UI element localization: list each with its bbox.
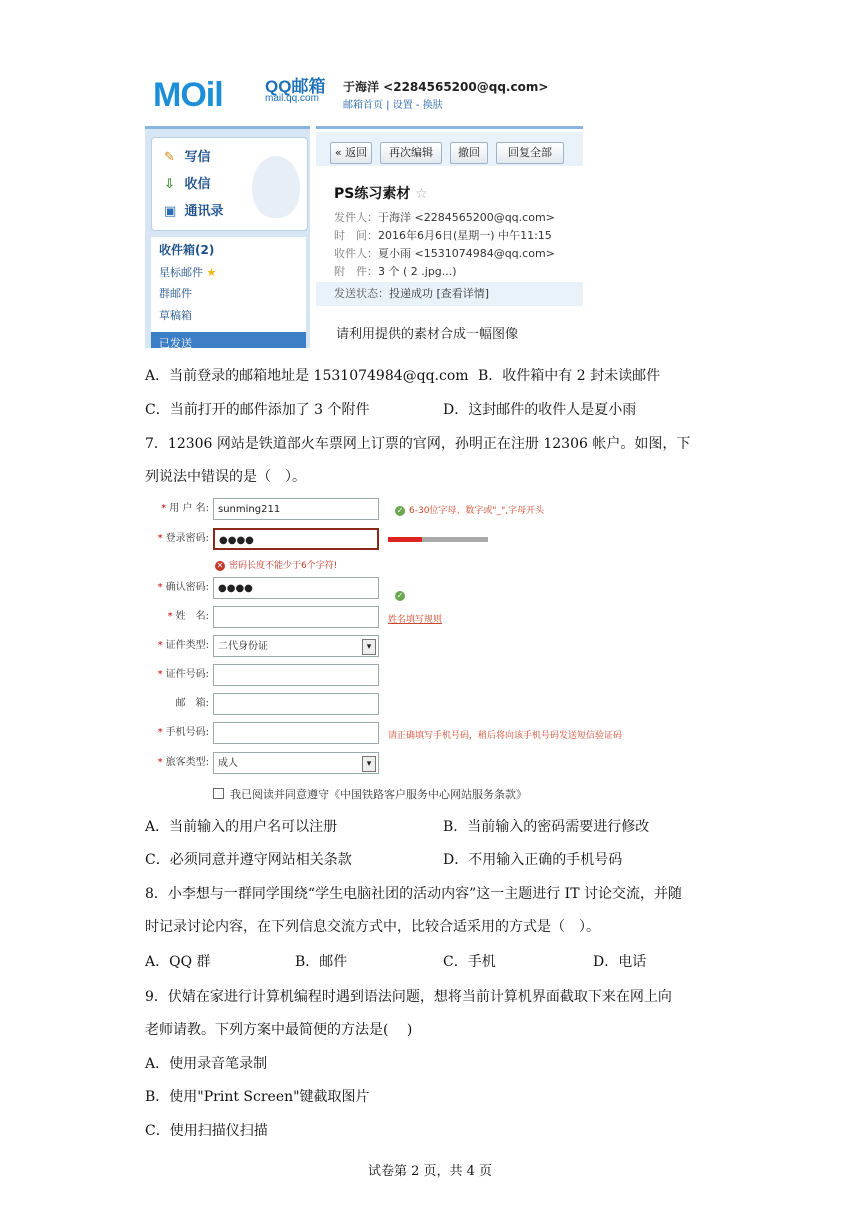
q7-option-b: B．当前输入的密码需要进行修改: [443, 819, 650, 835]
mail-reader: [316, 126, 583, 348]
qq-mail-logo: [153, 76, 223, 114]
q8-stem-line1: 8．小李想与一群同学围绕“学生电脑社团的活动内容”这一主题进行 IT 讨论交流，并随: [145, 886, 682, 902]
status-value[interactable]: 投递成功 [查看详情]: [389, 287, 490, 300]
q7-stem-line1: 7．12306 网站是铁道部火车票网上订票的官网，孙明正在注册 12306 帐户。如图，下: [145, 436, 691, 452]
q9-option-b: B．使用"Print Screen"键截取图片: [145, 1089, 370, 1105]
confirm-password-input[interactable]: ●●●●: [213, 577, 379, 599]
q9-option-c: C．使用扫描仪扫描: [145, 1123, 268, 1139]
id-type-label: * 证件类型:: [157, 640, 209, 651]
reply-all-button[interactable]: 回复全部: [496, 142, 564, 164]
passenger-type-select[interactable]: 成人 ▾: [213, 752, 379, 774]
id-type-select[interactable]: 二代身份证 ▾: [213, 635, 379, 657]
check-icon: ✓: [396, 506, 404, 515]
q6-option-a: A．当前登录的邮箱地址是 1531074984@qq.com: [145, 368, 469, 384]
folder-starred-label: 星标邮件: [159, 266, 203, 279]
q9-stem-line2: 老师请教。下列方案中最简便的方法是( ): [145, 1022, 413, 1038]
passenger-type-label: * 旅客类型:: [157, 757, 209, 768]
q7-option-d: D．不用输入正确的手机号码: [443, 852, 623, 868]
q9-stem-line1: 9．伏婧在家进行计算机编程时遇到语法问题，想将当前计算机界面截取下来在网上向: [145, 989, 672, 1005]
agree-row: [213, 786, 527, 802]
sidebar-actions: [151, 137, 308, 231]
q6-option-b: B．收件箱中有 2 封未读邮件: [478, 368, 661, 384]
current-user[interactable]: 于海洋 <2284565200@qq.com>: [343, 80, 549, 94]
name-input[interactable]: [213, 606, 379, 628]
password-strength-meter: [388, 537, 488, 542]
pencil-icon: ✎: [164, 150, 175, 165]
meta-value: 2016年6月6日(星期一) 中午11:15: [378, 229, 552, 242]
phone-label: * 手机号码:: [157, 727, 209, 738]
folder-drafts[interactable]: 草稿箱: [159, 309, 192, 322]
send-status: [316, 282, 583, 306]
agree-checkbox[interactable]: [213, 788, 224, 799]
q6-option-c: C．当前打开的邮件添加了 3 个附件: [145, 402, 370, 418]
logo-brand: QQ邮箱: [265, 77, 326, 96]
meta-recipient: [334, 245, 555, 261]
inbox-icon: ⇩: [164, 177, 175, 192]
qq-mail-screenshot: [145, 66, 583, 348]
phone-hint: 请正确填写手机号码，稍后将向该手机号码发送短信验证码: [388, 731, 623, 741]
mail-subject: [334, 183, 428, 203]
meta-time: [334, 227, 552, 243]
password-error: ✕ 密码长度不能少于6个字符!: [216, 561, 338, 571]
logo-url: mail.qq.com: [265, 93, 319, 104]
folder-sent: 已发送: [159, 337, 192, 348]
q8-stem-line2: 时记录讨论内容，在下列信息交流方式中，比较合适采用的方式是（ ）。: [145, 919, 600, 935]
mail-sidebar: [145, 126, 310, 348]
confirm-ok: [395, 583, 409, 602]
re-edit-button[interactable]: 再次编辑: [380, 142, 442, 164]
id-number-input[interactable]: [213, 664, 379, 686]
username-label: * 用 户 名:: [161, 503, 209, 514]
back-button[interactable]: « 返回: [330, 142, 372, 164]
receive-link[interactable]: [164, 173, 211, 192]
subject-text: PS练习素材: [334, 186, 411, 202]
folder-group[interactable]: 群邮件: [159, 287, 192, 300]
phone-input[interactable]: [213, 722, 379, 744]
meta-label: 发件人：: [334, 211, 378, 224]
password-strength-fill: [388, 537, 422, 542]
meta-value[interactable]: 夏小雨 <1531074984@qq.com>: [378, 247, 555, 260]
meta-value[interactable]: 于海洋 <2284565200@qq.com>: [378, 211, 555, 224]
star-outline-icon[interactable]: ☆: [415, 186, 428, 202]
username-input[interactable]: sunming211: [213, 498, 379, 520]
contacts-label: 通讯录: [184, 204, 224, 219]
email-input[interactable]: [213, 693, 379, 715]
q9-option-a: A．使用录音笔录制: [145, 1056, 268, 1072]
username-hint: ✓ 6-30位字母、数字或"_",字母开头: [396, 506, 545, 516]
q6-option-d: D．这封邮件的收件人是夏小雨: [443, 402, 637, 418]
error-icon: ✕: [216, 561, 224, 570]
folder-list: [151, 237, 306, 348]
contacts-icon: ▣: [164, 204, 177, 219]
meta-sender: [334, 209, 555, 225]
meta-label: 附 件：: [334, 265, 378, 278]
meta-label: 时 间：: [334, 229, 378, 242]
q7-stem-line2: 列说法中错误的是（ ）。: [145, 469, 306, 485]
meta-value[interactable]: 3 个 ( 2 .jpg...): [378, 265, 457, 278]
page-footer: 试卷第 2 页，共 4 页: [367, 1164, 493, 1179]
status-label: 发送状态：: [334, 287, 389, 300]
contacts-link[interactable]: [164, 200, 224, 219]
name-rule-link[interactable]: 姓名填写规则: [388, 615, 443, 625]
compose-link[interactable]: [164, 146, 211, 165]
recall-button[interactable]: 撤回: [450, 142, 488, 164]
folder-sent-highlight[interactable]: [151, 332, 306, 348]
star-icon: ★: [206, 266, 217, 279]
q8-option-d: D．电话: [593, 954, 647, 970]
registration-form-screenshot: [143, 492, 663, 807]
check-icon: ✓: [396, 591, 404, 600]
password-input[interactable]: ●●●●: [213, 528, 379, 550]
folder-starred[interactable]: [159, 264, 216, 280]
penguin-watermark: [252, 156, 300, 218]
logo-mail-text: MOil: [153, 76, 223, 114]
meta-attachments: [334, 263, 457, 279]
header-links[interactable]: 邮箱首页 | 设置 - 换肤: [343, 100, 443, 111]
id-number-label: * 证件号码:: [157, 669, 209, 680]
compose-label: 写信: [184, 150, 211, 165]
q7-option-c: C．必须同意并遵守网站相关条款: [145, 852, 352, 868]
confirm-password-label: * 确认密码:: [157, 582, 209, 593]
q8-option-b: B．邮件: [295, 954, 348, 970]
q8-option-a: A．QQ 群: [145, 954, 211, 970]
meta-label: 收件人：: [334, 247, 378, 260]
password-label: * 登录密码:: [157, 533, 209, 544]
mail-body: 请利用提供的素材合成一幅图像: [336, 327, 519, 342]
q7-option-a: A．当前输入的用户名可以注册: [145, 819, 338, 835]
folder-inbox[interactable]: 收件箱(2): [159, 243, 215, 257]
email-label: 邮 箱:: [175, 698, 209, 709]
name-label: * 姓 名:: [167, 611, 209, 622]
agree-text[interactable]: 我已阅读并同意遵守《中国铁路客户服务中心网站服务条款》: [230, 788, 527, 801]
receive-label: 收信: [184, 177, 211, 192]
q8-option-c: C．手机: [443, 954, 496, 970]
